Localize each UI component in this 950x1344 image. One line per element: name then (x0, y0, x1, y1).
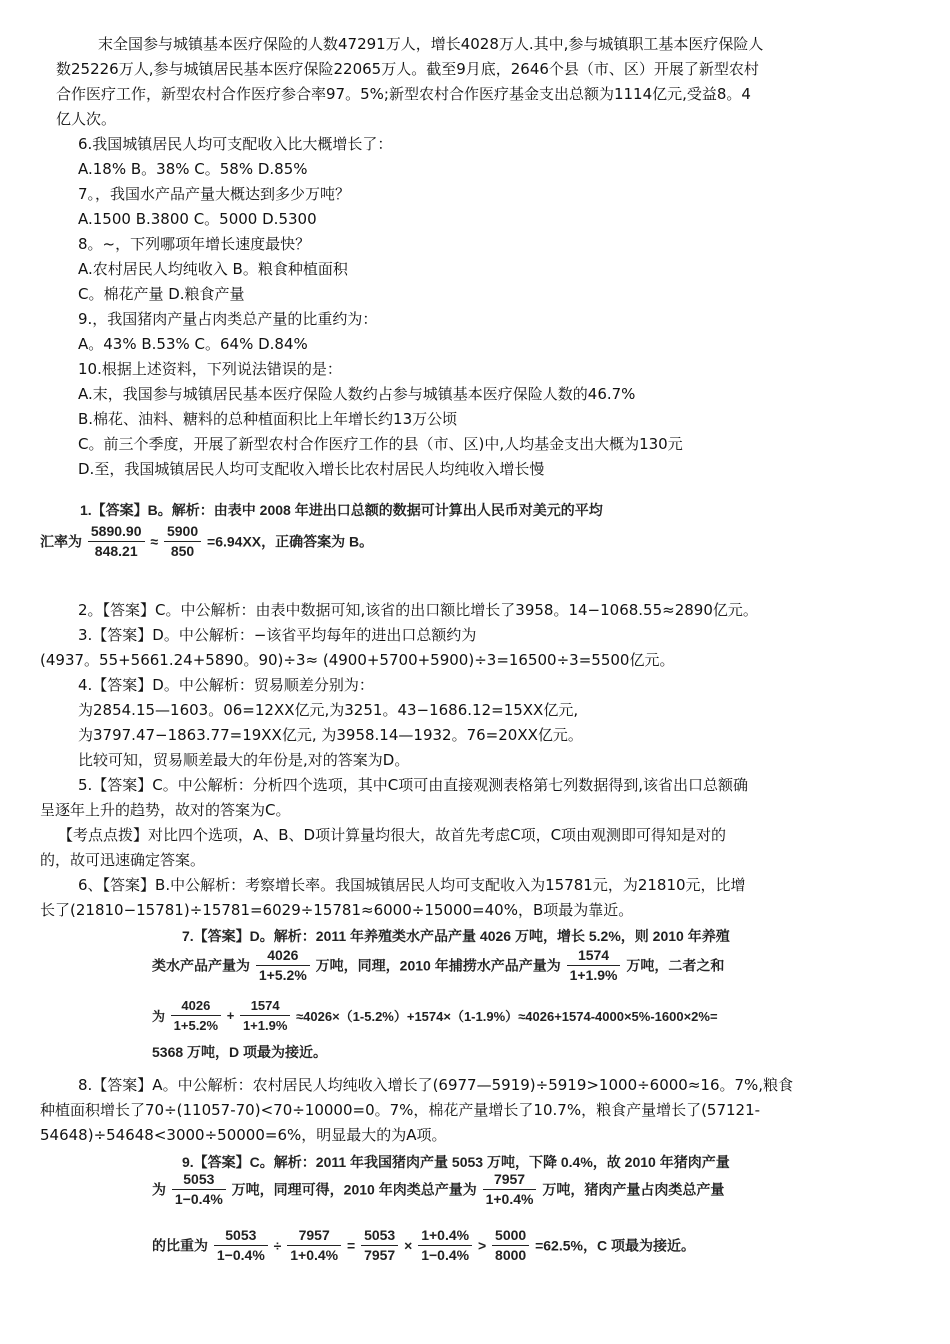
times-sign: × (404, 1237, 413, 1254)
answer-8-line-1: 8.【答案】A。中公解析：农村居民人均纯收入增长了(6977—5919)÷5919>1000÷6000≈16。7%,粮食 (78, 1076, 794, 1094)
answer-7-text: ≈4026×（1-5.2%）+1574×（1-1.9%）≈4026+1574-4000×5%-1600×2%= (296, 1009, 718, 1024)
answer-1-line-1: 1.【答案】B。解析：由表中 2008 年进出口总额的数据可计算出人民币对美元的平均 (80, 502, 603, 518)
fraction-numerator: 5900 (164, 522, 201, 542)
fraction-denominator: 1−0.4% (174, 1191, 223, 1207)
fraction-numerator: 5053 (214, 1226, 268, 1246)
fraction-denominator: 1+1.9% (569, 967, 618, 983)
answer-9-text: 的比重为 (152, 1237, 208, 1254)
answer-4-line-1: 4.【答案】D。中公解析：贸易顺差分别为： (78, 676, 374, 694)
fraction-numerator: 1574 (567, 946, 621, 966)
answer-5-line-1: 5.【答案】C。中公解析：分析四个选项，其中C项可由直接观测表格第七列数据得到,该省出口总额确 (78, 776, 749, 794)
approx-sign: ≈ (150, 533, 159, 550)
question-10-option-b: B.棉花、油料、糖料的总种植面积比上年增长约13万公顷 (78, 410, 458, 428)
answer-7-line-3 (152, 996, 718, 1035)
fraction-numerator: 5000 (492, 1226, 529, 1246)
intro-line-4: 亿人次。 (56, 110, 117, 128)
answer-5-line-2: 呈逐年上升的趋势，故对的答案为C。 (40, 801, 291, 819)
fraction-denominator: 1−0.4% (421, 1247, 470, 1263)
answer-9-line-2 (152, 1170, 724, 1209)
fraction-7a (256, 946, 310, 985)
fraction-9g (492, 1226, 529, 1265)
answer-3-line-2: (4937。55+5661.24+5890。90)÷3≈ (4900+5700+5900)÷3=16500÷3=5500亿元。 (40, 651, 675, 669)
fraction-1a (88, 522, 145, 561)
fraction-denominator: 1+5.2% (173, 1018, 219, 1033)
fraction-denominator: 850 (170, 543, 195, 559)
fraction-7b (567, 946, 621, 985)
fraction-numerator: 7957 (483, 1170, 537, 1190)
answer-4-line-3: 为3797.47−1863.77=19XX亿元, 为3958.14—1932。76=20XX亿元。 (78, 726, 583, 744)
question-7-options: A.1500 B.3800 C。5000 D.5300 (78, 210, 317, 228)
fraction-9a (172, 1170, 226, 1209)
question-9-options: A。43% B.53% C。64% D.84% (78, 335, 308, 353)
fraction-denominator: 8000 (495, 1247, 527, 1263)
answer-9-text: 万吨，同理可得，2010 年肉类总产量为 (231, 1181, 477, 1198)
fraction-denominator: 7957 (364, 1247, 396, 1263)
question-10: 10.根据上述资料，下列说法错误的是： (78, 360, 342, 378)
fraction-denominator: 1+5.2% (258, 967, 307, 983)
fraction-7c (171, 996, 221, 1035)
fraction-numerator: 1574 (240, 996, 290, 1016)
fraction-9b (483, 1170, 537, 1209)
fraction-7d (240, 996, 290, 1035)
intro-line-2: 数25226万人,参与城镇居民基本医疗保险22065万人。截至9月底，2646个县（市、区）开展了新型农村 (56, 60, 759, 78)
intro-line-3: 合作医疗工作，新型农村合作医疗参合率97。5%;新型农村合作医疗基金支出总额为1114亿元,受益8。4 (56, 85, 751, 103)
question-6-options: A.18% B。38% C。58% D.85% (78, 160, 308, 178)
answer-3-line-1: 3.【答案】D。中公解析：−该省平均每年的进出口总额约为 (78, 626, 477, 644)
answer-7-text: 万吨，同理，2010 年捕捞水产品产量为 (315, 957, 561, 974)
answer-7-line-4: 5368 万吨，D 项最为接近。 (152, 1044, 328, 1060)
question-6: 6.我国城镇居民人均可支配收入比大概增长了： (78, 135, 393, 153)
answer-7-text: 万吨，二者之和 (626, 957, 725, 974)
fraction-1b (164, 522, 201, 561)
answer-1-formula (40, 522, 373, 561)
fraction-denominator: 1+0.4% (485, 1191, 534, 1207)
fraction-denominator: 1+0.4% (290, 1247, 339, 1263)
fraction-numerator: 5053 (172, 1170, 226, 1190)
fraction-numerator: 7957 (287, 1226, 341, 1246)
fraction-numerator: 5890.90 (88, 522, 145, 542)
fraction-9e (361, 1226, 398, 1265)
fraction-numerator: 5053 (361, 1226, 398, 1246)
answer-9-text: =62.5%，C 项最为接近。 (535, 1237, 695, 1254)
question-10-option-a: A.末，我国参与城镇居民基本医疗保险人数约占参与城镇基本医疗保险人数的46.7% (78, 385, 636, 403)
fraction-denominator: 848.21 (94, 543, 138, 559)
answer-2: 2。【答案】C。中公解析：由表中数据可知,该省的出口额比增长了3958。14−1068.55≈2890亿元。 (78, 601, 758, 619)
answer-7-line-1: 7.【答案】D。解析：2011 年养殖类水产品产量 4026 万吨，增长 5.2%，则 2010 年养殖 (182, 928, 730, 944)
fraction-9f (418, 1226, 472, 1265)
fraction-9c (214, 1226, 268, 1265)
answer-6-line-1: 6、【答案】B.中公解析：考察增长率。我国城镇居民人均可支配收入为15781元，为21810元，比增 (78, 876, 746, 894)
answer-4-line-4: 比较可知，贸易顺差最大的年份是,对的答案为D。 (78, 751, 410, 769)
question-7: 7。，我国水产品产量大概达到多少万吨？ (78, 185, 351, 203)
fraction-numerator: 4026 (256, 946, 310, 966)
answer-7-line-2 (152, 946, 724, 985)
answer-9-text: 万吨，猪肉产量占肉类总产量 (542, 1181, 725, 1198)
greater-than-sign: > (477, 1237, 487, 1254)
answer-5-tip-line-2: 的，故可迅速确定答案。 (40, 851, 206, 869)
answer-5-tip-line-1: 【考点点拨】对比四个选项，A、B、D项计算量均很大，故首先考虑C项，C项由观测即可得知是对的 (58, 826, 727, 844)
answer-1-prefix: 汇率为 (40, 533, 82, 550)
answer-1-suffix: =6.94XX，正确答案为 B。 (207, 533, 374, 550)
plus-sign: + (226, 1008, 235, 1023)
answer-7-text: 为 (152, 1009, 166, 1024)
answer-8-line-3: 54648)÷54648<3000÷50000=6%，明显最大的为A项。 (40, 1126, 447, 1144)
divide-sign: ÷ (273, 1237, 282, 1254)
equals-sign: = (347, 1237, 356, 1254)
answer-9-text: 为 (152, 1181, 166, 1198)
intro-line-1: 末全国参与城镇基本医疗保险的人数47291万人，增长4028万人.其中,参与城镇职工基本医疗保险人 (98, 35, 764, 53)
question-8-options-1: A.农村居民人均纯收入 B。粮食种植面积 (78, 260, 348, 278)
answer-4-line-2: 为2854.15—1603。06=12XX亿元,为3251。43−1686.12=15XX亿元, (78, 701, 579, 719)
question-10-option-d: D.至，我国城镇居民人均可支配收入增长比农村居民人均纯收入增长慢 (78, 460, 545, 478)
answer-7-text: 类水产品产量为 (152, 957, 250, 974)
answer-9-line-1: 9.【答案】C。解析：2011 年我国猪肉产量 5053 万吨，下降 0.4%，故 2010 年猪肉产量 (182, 1154, 730, 1170)
answer-9-line-3 (152, 1226, 695, 1265)
question-8: 8。~，下列哪项年增长速度最快？ (78, 235, 311, 253)
answer-8-line-2: 种植面积增长了70÷(11057-70)<70÷10000=0。7%，棉花产量增长了10.7%，粮食产量增长了(57121- (40, 1101, 761, 1119)
fraction-denominator: 1+1.9% (242, 1018, 288, 1033)
question-10-option-c: C。前三个季度，开展了新型农村合作医疗工作的县（市、区)中,人均基金支出大概为130元 (78, 435, 683, 453)
answer-6-line-2: 长了(21810−15781)÷15781=6029÷15781≈6000÷15000=40%，B项最为靠近。 (40, 901, 634, 919)
fraction-denominator: 1−0.4% (216, 1247, 265, 1263)
fraction-numerator: 1+0.4% (418, 1226, 472, 1246)
question-8-options-2: C。棉花产量 D.粮食产量 (78, 285, 245, 303)
fraction-numerator: 4026 (171, 996, 221, 1016)
fraction-9d (287, 1226, 341, 1265)
question-9: 9.，我国猪肉产量占肉类总产量的比重约为： (78, 310, 378, 328)
